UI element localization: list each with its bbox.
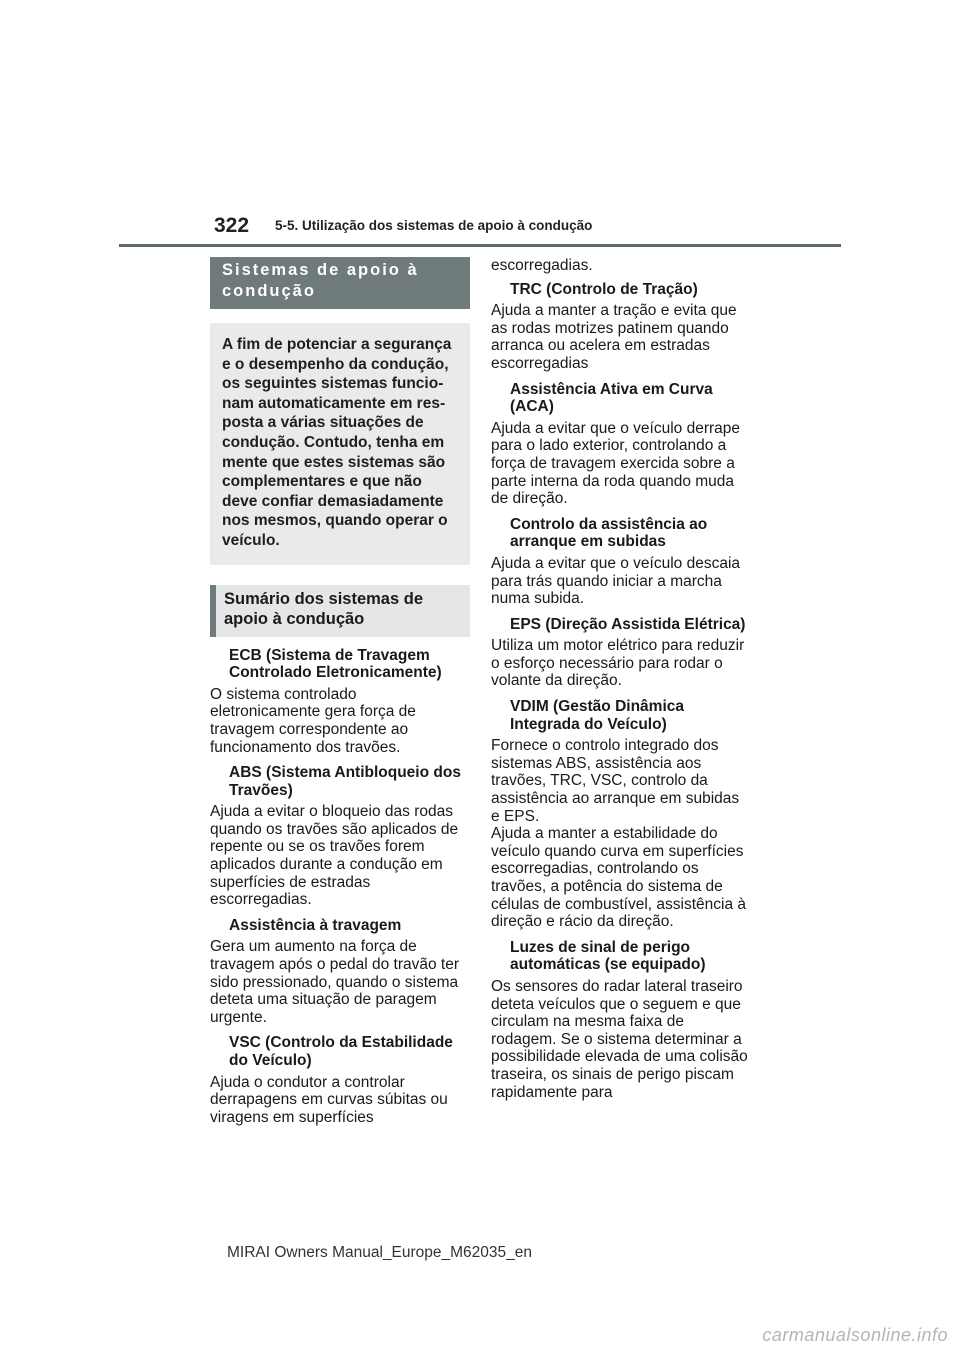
- entry-vsc: [210, 1034, 470, 1126]
- item-title: Assistência Ativa em Curva (ACA): [510, 380, 713, 416]
- continuation-text: escorregadias.: [491, 257, 593, 274]
- entry-hill-start: [491, 516, 749, 608]
- item-body-continued: Ajuda a manter a estabilidade do veículo quando curva em superfícies escorregadias, controlando os travões, a potência do sistema de células de combustível, assistência à direção e rácio da direção.: [491, 825, 747, 931]
- entry-abs: [210, 764, 470, 909]
- entry-hazard-lights: [491, 939, 749, 1101]
- item-title: VDIM (Gestão Dinâmica Integrada do Veículo): [510, 698, 684, 733]
- item-body: O sistema controlado eletronicamente gera força de travagem correspondente ao funcionamento dos travões.: [210, 685, 416, 756]
- entry-brake-assist: [210, 917, 470, 1027]
- header-divider: [119, 244, 841, 247]
- item-title: Assistência à travagem: [229, 916, 402, 934]
- item-body: Ajuda a manter a tração e evita que as rodas motrizes patinem quando arranca ou acelera em estradas escorregadias: [491, 302, 737, 372]
- item-body: Fornece o controlo integrado dos sistemas ABS, assistência aos travões, TRC, VSC, controlo da assistência ao arranque em subidas e EPS.: [491, 737, 740, 825]
- section-banner: Sistemas de apoio à condução: [210, 257, 470, 309]
- page-number: 322: [214, 214, 250, 237]
- item-body: Os sensores do radar lateral traseiro deteta veículos que o seguem e que circulam na mesma faixa de rodagem. Se o sistema determinar a possibilidade elevada de uma colisão traseira, os sinais de perigo piscam rapidamente para: [491, 977, 748, 1101]
- item-body: Ajuda a evitar que o veículo descaia para trás quando iniciar a marcha numa subida.: [491, 554, 741, 608]
- summary-heading: Sumário dos sistemas de apoio à condução: [210, 585, 470, 637]
- item-body: Gera um aumento na força de travagem após o pedal do travão ter sido pressionado, quando o sistema deteta uma situação de paragem urgente.: [210, 938, 460, 1026]
- entry-ecb: [210, 647, 470, 757]
- section-header: 5-5. Utilização dos sistemas de apoio à condução: [275, 218, 593, 233]
- left-column: [210, 257, 470, 1134]
- item-title: ABS (Sistema Antibloqueio dos Travões): [229, 764, 461, 799]
- entry-aca: [491, 381, 749, 508]
- item-body: Ajuda o condutor a controlar derrapagens em curvas súbitas ou viragens em superfícies: [210, 1073, 448, 1126]
- watermark: carmanualsonline.info: [762, 1325, 948, 1345]
- item-title: TRC (Controlo de Tração): [510, 280, 698, 298]
- intro-box: A fim de potenciar a segurança e o desempenho da condução, os seguintes sistemas funcio-nam automaticamente em res-posta a várias situações de condução. Contudo, tenha em mente que estes sistemas são complementares e que não deve confiar demasiadamente nos mesmos, quando operar o veículo.: [210, 323, 470, 565]
- item-title: Luzes de sinal de perigo automáticas (se equipado): [510, 938, 706, 974]
- entry-trc: [491, 281, 749, 373]
- item-body: Ajuda a evitar que o veículo derrape para o lado exterior, controlando a força de travagem exercida sobre a parte interna da roda quando muda de direção.: [491, 419, 741, 508]
- right-column: [491, 257, 749, 1109]
- footer-text: MIRAI Owners Manual_Europe_M62035_en: [227, 1244, 533, 1261]
- item-body: Utiliza um motor elétrico para reduzir o esforço necessário para rodar o volante da direção.: [491, 637, 745, 690]
- item-title: Controlo da assistência ao arranque em subidas: [510, 515, 708, 551]
- item-title: ECB (Sistema de Travagem Controlado Eletronicamente): [229, 646, 442, 682]
- item-body: Ajuda a evitar o bloqueio das rodas quando os travões são aplicados de repente ou se os travões forem aplicados durante a condução em superfícies de estradas escorregadias.: [210, 803, 459, 909]
- entry-eps: [491, 616, 749, 690]
- item-title: VSC (Controlo da Estabilidade do Veículo): [229, 1034, 453, 1069]
- item-title: EPS (Direção Assistida Elétrica): [510, 615, 746, 633]
- entry-vdim: [491, 698, 749, 931]
